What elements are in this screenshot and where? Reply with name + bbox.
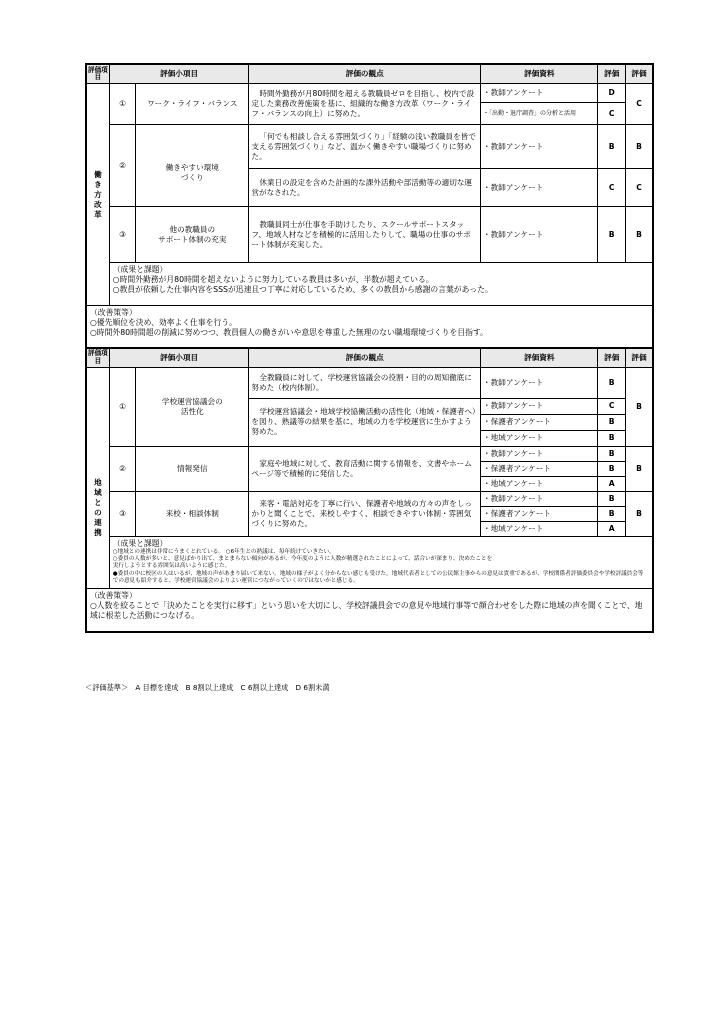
- header-overall: 評価: [625, 64, 653, 84]
- viewpoint-text: 全教職員に対して、学校運営協議会の役割・目的の周知徹底に努めた（校内体制）。: [249, 367, 481, 398]
- rating: D: [598, 84, 626, 103]
- overall-rating: C: [625, 84, 653, 125]
- sub-item-label: [136, 125, 249, 207]
- rating: B: [598, 461, 626, 476]
- measures-title: （改善策等）: [90, 308, 137, 317]
- measures-title: （改善策等）: [90, 590, 137, 600]
- table-row: [86, 84, 653, 103]
- header-viewpoint: 評価の観点: [249, 348, 481, 368]
- rating: A: [598, 476, 626, 491]
- material: ・地域アンケート: [481, 521, 598, 536]
- item-number: ③: [109, 491, 135, 536]
- material: ・教師アンケート: [481, 169, 598, 207]
- overall-rating: C: [625, 169, 653, 207]
- measures-cell: [86, 306, 653, 348]
- header-material: 評価資料: [481, 64, 598, 84]
- rating-criteria: ＜評価基準＞ A 目標を達成 B 8割以上達成 C 6割以上達成 D 6割未満: [85, 683, 330, 692]
- table-row: [86, 491, 653, 506]
- sub-item-label: 情報発信: [136, 446, 249, 491]
- item-number: ②: [109, 125, 135, 207]
- header-viewpoint: 評価の観点: [249, 64, 481, 84]
- material: ・地域アンケート: [481, 430, 598, 446]
- table-row: [86, 367, 653, 398]
- overall-rating: B: [625, 367, 653, 446]
- work-style-reform-table: [85, 63, 654, 349]
- category-text: 地域との連携: [94, 477, 102, 537]
- header-sub-item: 評価小項目: [109, 64, 249, 84]
- evaluation-sheet: [85, 63, 654, 633]
- overall-rating: B: [625, 125, 653, 169]
- material: ・「出勤・退庁調査」の分析と活用: [481, 103, 598, 125]
- results-cell: [109, 263, 653, 306]
- results-row: [86, 263, 653, 306]
- results-title: （成果と課題）: [112, 265, 168, 274]
- material: ・教師アンケート: [481, 84, 598, 103]
- rating: C: [598, 398, 626, 414]
- rating: B: [598, 125, 626, 169]
- rating: A: [598, 521, 626, 536]
- material: ・保護者アンケート: [481, 414, 598, 430]
- item-number: ③: [109, 207, 135, 263]
- table-row: [86, 207, 653, 263]
- item-number: ①: [109, 84, 135, 125]
- material: ・保護者アンケート: [481, 461, 598, 476]
- sub-item-label: [136, 207, 249, 263]
- measures-row: [86, 588, 653, 632]
- viewpoint-text: 時間外勤務が月80時間を超える教職員ゼロを目指し、校内で設定した業務改善施策を基に、組織的な働き方改革（ワーク・ライフ・バランスの向上）に努めた。: [249, 84, 481, 125]
- header-rating: 評価: [598, 348, 626, 368]
- header-category: 評価項目: [86, 64, 109, 84]
- material: ・地域アンケート: [481, 476, 598, 491]
- results-line: ●委員の中に校区の人はいるが、地域の声があまり届いて来ない。地域の様子がよく分からない感じも受けた。地域代表者としての公民館主事からの意見は貴重であるが、学校関係者評価委員会や学校評議員会等での意見も紹介すると、学校運営協議会のよりよい運営につながっていくのではないかと感じる。: [112, 570, 644, 585]
- table-header: [86, 64, 653, 84]
- sub-item-label: ワーク・ライフ・バランス: [136, 84, 249, 125]
- category-label: [86, 367, 109, 588]
- table-row: [86, 446, 653, 461]
- community-collaboration-table: [85, 347, 654, 634]
- sub-item-label: 来校・相談体制: [136, 491, 249, 536]
- measures-row: [86, 306, 653, 348]
- viewpoint-text: 休業日の設定を含めた計画的な課外活動や部活動等の適切な運営がなされた。: [249, 169, 481, 207]
- overall-rating: B: [625, 207, 653, 263]
- rating: B: [598, 414, 626, 430]
- results-line: ○時間外勤務が月80時間を超えないように努力している教員は多いが、半数が超えている。: [112, 275, 434, 284]
- material: ・教師アンケート: [481, 367, 598, 398]
- header-overall: 評価: [625, 348, 653, 368]
- results-title: （成果と課題）: [112, 538, 168, 548]
- results-line: 実行しようとする雰囲気は高いように感じた。: [112, 563, 231, 570]
- rating: B: [598, 207, 626, 263]
- results-line: ○地域との連携は非常にうまくとれている。 ○6年生との熟議は、毎年続けていきたい。: [112, 548, 335, 555]
- measures-cell: [86, 588, 653, 632]
- header-rating: 評価: [598, 64, 626, 84]
- results-row: [86, 536, 653, 588]
- item-number: ②: [109, 446, 135, 491]
- viewpoint-text: 「何でも相談し合える雰囲気づくり」「経験の浅い教職員を皆で支える雰囲気づくり」など、温かく働きやすい職場づくりに努めた。: [249, 125, 481, 169]
- overall-rating: B: [625, 491, 653, 536]
- sub-item-label: [136, 367, 249, 446]
- rating: B: [598, 446, 626, 461]
- item-number: ①: [109, 367, 135, 446]
- material: ・教師アンケート: [481, 125, 598, 169]
- sub-item-line: サポート体制の充実: [158, 234, 227, 244]
- category-text: 働き方改革: [94, 169, 102, 219]
- material: ・教師アンケート: [481, 398, 598, 414]
- material: ・保護者アンケート: [481, 506, 598, 521]
- header-category: 評価項目: [86, 348, 109, 368]
- rating: B: [598, 367, 626, 398]
- overall-rating: B: [625, 446, 653, 491]
- header-material: 評価資料: [481, 348, 598, 368]
- results-cell: [109, 536, 653, 588]
- rating: C: [598, 103, 626, 125]
- table-header: [86, 348, 653, 368]
- rating: C: [598, 169, 626, 207]
- results-line: ○教員が依頼した仕事内容をSSSが迅速且つ丁寧に対応しているため、多くの教員から感謝の言葉があった。: [112, 285, 493, 294]
- viewpoint-text: 来客・電話対応を丁寧に行い、保護者や地域の方々の声をしっかりと聞くことで、来校しやすく、相談できやすい体制・雰囲気づくりに努めた。: [249, 491, 481, 536]
- header-sub-item: 評価小項目: [109, 348, 249, 368]
- measures-line: ○優先順位を決め、効率よく仕事を行う。: [90, 318, 237, 327]
- sub-item-line: 学校運営協議会の: [161, 396, 223, 406]
- rating: B: [598, 491, 626, 506]
- material: ・教師アンケート: [481, 207, 598, 263]
- rating: B: [598, 506, 626, 521]
- sub-item-text: 働きやすい環境づくり: [165, 162, 219, 182]
- table-row: [86, 125, 653, 169]
- category-label: [86, 84, 109, 306]
- viewpoint-text: 学校運営協議会・地域学校協働活動の活性化（地域・保護者へ）を図り、熟議等の結果を基に、地域の力を学校運営に生かすよう努めた。: [249, 398, 481, 446]
- rating: B: [598, 430, 626, 446]
- sub-item-line: 他の教職員の: [169, 224, 216, 234]
- measures-line: ○時間外80時間超の削減に努めつつ、教員個人の働きがいや意思を尊重した無理のない職場環境づくりを目指す。: [90, 328, 488, 337]
- material: ・教師アンケート: [481, 446, 598, 461]
- viewpoint-text: 家庭や地域に対して、教育活動に関する情報を、文書やホームページ等で積極的に発信した。: [249, 446, 481, 491]
- results-line: ○委員の人数が多いと、意見ばかり出て、まとまらない傾向があるが、今年度のように人数が精選されたことによって、話合いが深まり、決めたことを: [112, 555, 493, 562]
- sub-item-line: 活性化: [180, 406, 204, 416]
- measures-line: ○人数を絞ることで「決めたことを実行に移す」という思いを大切にし、学校評議員会での意見や地域行事等で顔合わせをした際に地域の声を聞くことで、地域に根差した活動につなげる。: [90, 600, 643, 620]
- viewpoint-text: 教職員同士が仕事を手助けしたり、スクールサポートスタッフ、地域人材などを積極的に活用したりして、職場の仕事のサポート体制が充実した。: [249, 207, 481, 263]
- material: ・教師アンケート: [481, 491, 598, 506]
